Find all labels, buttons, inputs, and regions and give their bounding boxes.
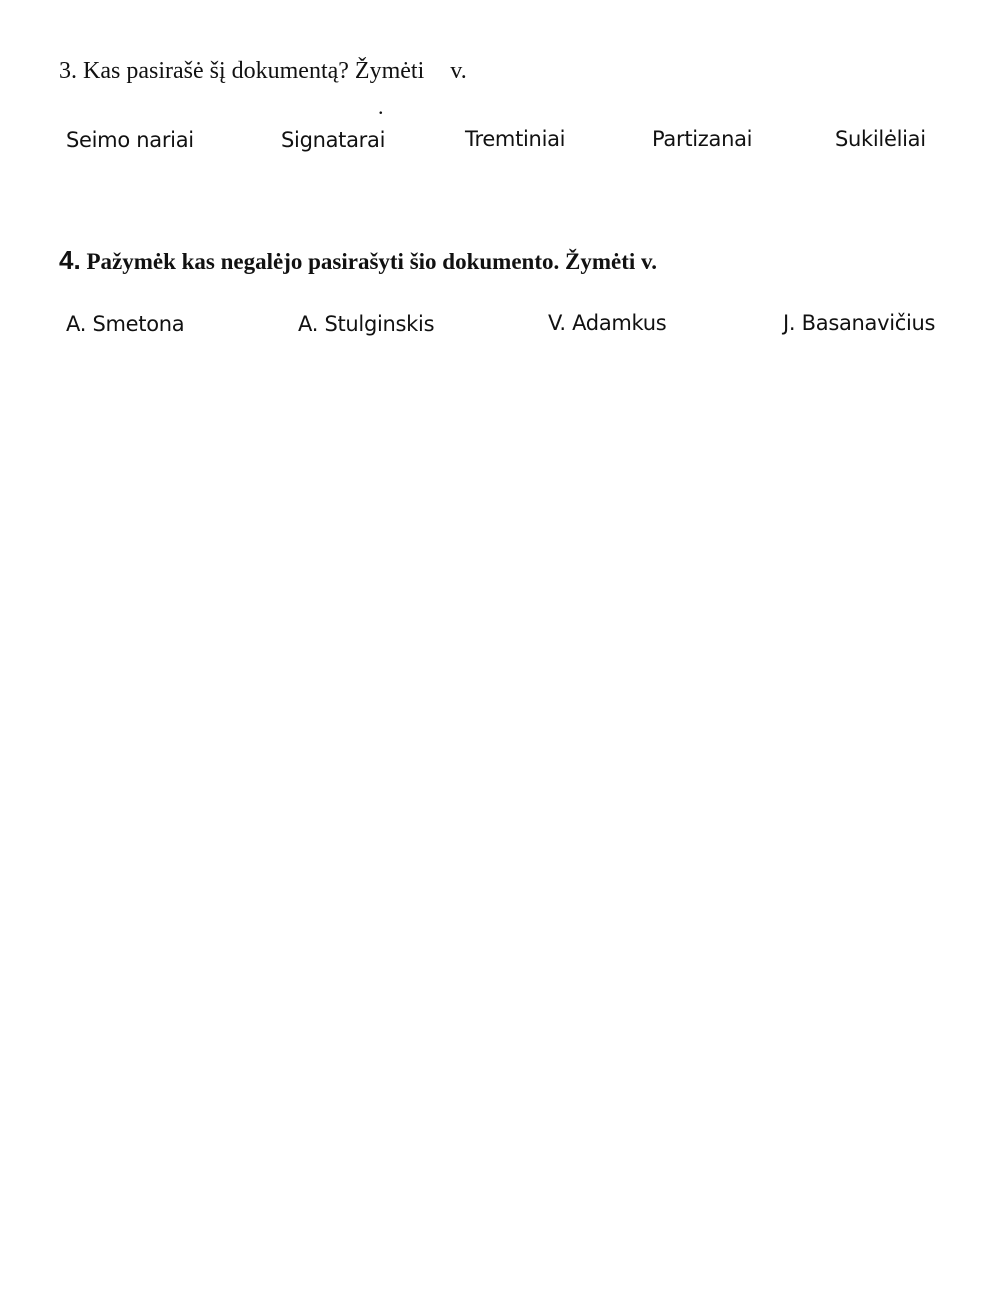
question-4-title (59, 245, 657, 276)
question-4-prompt: Pažymėk kas negalėjo pasirašyti šio dokumento. Žymėti v. (86, 249, 657, 274)
question-4-number: 4. (59, 245, 81, 275)
q4-option-stulginskis[interactable]: A. Stulginskis (298, 312, 435, 336)
q3-option-partizanai[interactable]: Partizanai (652, 127, 753, 151)
q4-option-basanavicius[interactable]: J. Basanavičius (783, 311, 936, 335)
q3-option-seimo-nariai[interactable]: Seimo nariai (66, 128, 194, 152)
question-3-prompt: 3. Kas pasirašė šį dokumentą? Žymėti (59, 58, 425, 84)
question-3-title (59, 58, 467, 85)
question-3-mark: v. (450, 58, 467, 84)
q3-option-tremtiniai[interactable]: Tremtiniai (465, 127, 566, 151)
q4-option-smetona[interactable]: A. Smetona (66, 312, 185, 336)
q3-option-signatarai[interactable]: Signatarai (281, 128, 386, 152)
stray-dot: . (378, 94, 384, 119)
q3-option-sukileliai[interactable]: Sukilėliai (835, 127, 926, 151)
q4-option-adamkus[interactable]: V. Adamkus (548, 311, 667, 335)
